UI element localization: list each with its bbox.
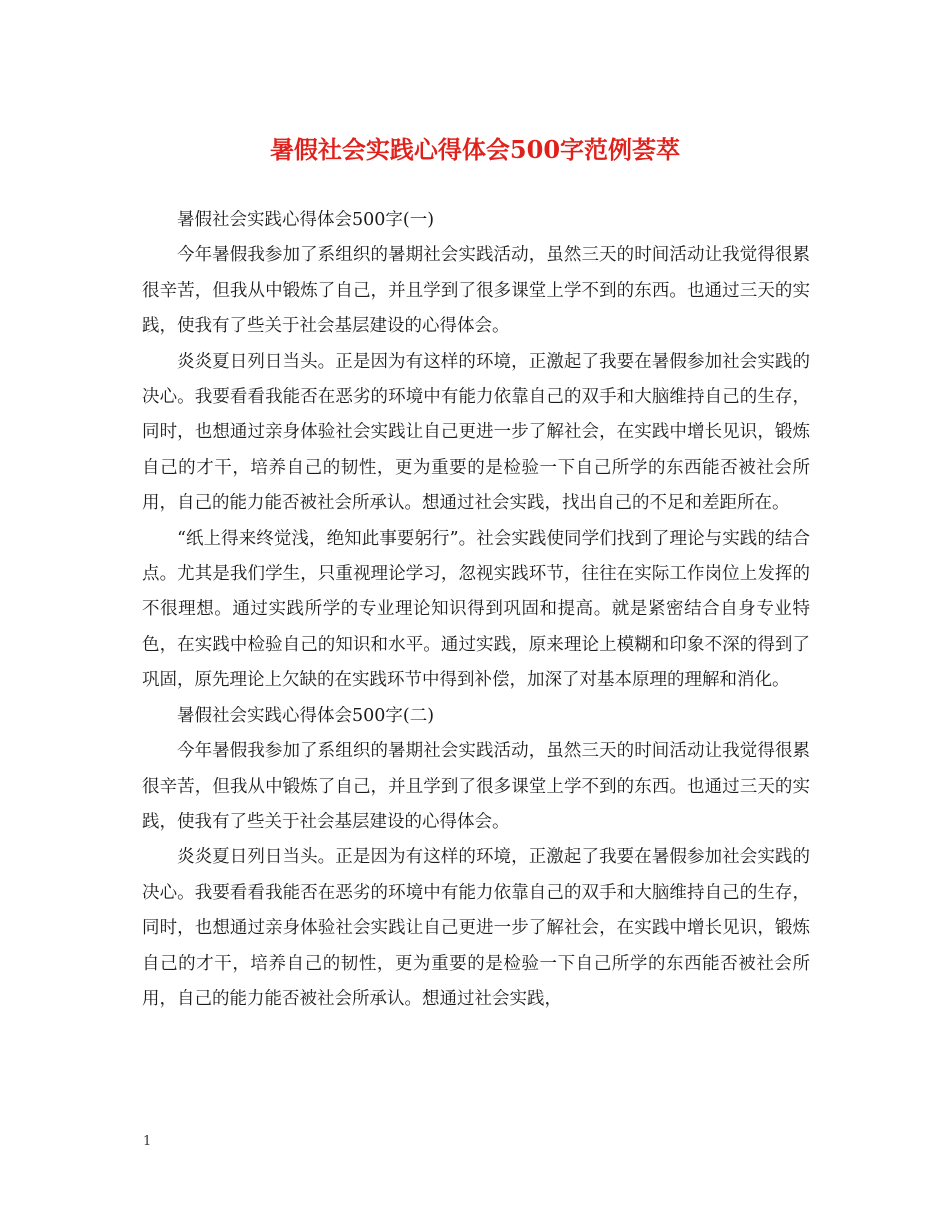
paragraph: 今年暑假我参加了系组织的暑期社会实践活动，虽然三天的时间活动让我觉得很累很辛苦，但我从中锻炼了自己，并且学到了很多课堂上学不到的东西。也通过三天的实践，使我有了些关于社会基层建设的心得体会。 (142, 741, 810, 832)
section-heading-1: 暑假社会实践心得体会500字(一) (177, 210, 435, 230)
paragraph: 炎炎夏日列日当头。正是因为有这样的环境，正激起了我要在暑假参加社会实践的决心。我要看看我能否在恶劣的环境中有能力依靠自己的双手和大脑维持自己的生存，同时，也想通过亲身体验社会实践让自己更进一步了解社会，在实践中增长见识，锻炼自己的才干，培养自己的韧性，更为重要的是检验一下自己所学的东西能否被社会所用，自己的能力能否被社会所承认。想通过社会实践，找出自己的不足和差距所在。 (142, 351, 810, 514)
page-number: 1 (143, 1134, 152, 1149)
paragraph: 今年暑假我参加了系组织的暑期社会实践活动，虽然三天的时间活动让我觉得很累很辛苦，但我从中锻炼了自己，并且学到了很多课堂上学不到的东西。也通过三天的实践，使我有了些关于社会基层建设的心得体会。 (142, 245, 810, 337)
paragraph: “纸上得来终觉浅，绝知此事要躬行”。社会实践使同学们找到了理论与实践的结合点。尤其是我们学生，只重视理论学习，忽视实践环节，往往在实际工作岗位上发挥的不很理想。通过实践所学的专业理论知识得到巩固和提高。就是紧密结合自身专业特色，在实践中检验自己的知识和水平。通过实践，原来理论上模糊和印象不深的得到了巩固，原先理论上欠缺的在实践环节中得到补偿，加深了对基本原理的理解和消化。 (142, 528, 810, 691)
paragraph: 炎炎夏日列日当头。正是因为有这样的环境，正激起了我要在暑假参加社会实践的决心。我要看看我能否在恶劣的环境中有能力依靠自己的双手和大脑维持自己的生存，同时，也想通过亲身体验社会实践让自己更进一步了解社会，在实践中增长见识，锻炼自己的才干，培养自己的韧性，更为重要的是检验一下自己所学的东西能否被社会所用，自己的能力能否被社会所承认。想通过社会实践， (142, 847, 810, 1009)
section-heading-2: 暑假社会实践心得体会500字(二) (177, 705, 435, 726)
document-title: 暑假社会实践心得体会500字范例荟萃 (269, 135, 681, 164)
document-body (142, 203, 810, 1017)
